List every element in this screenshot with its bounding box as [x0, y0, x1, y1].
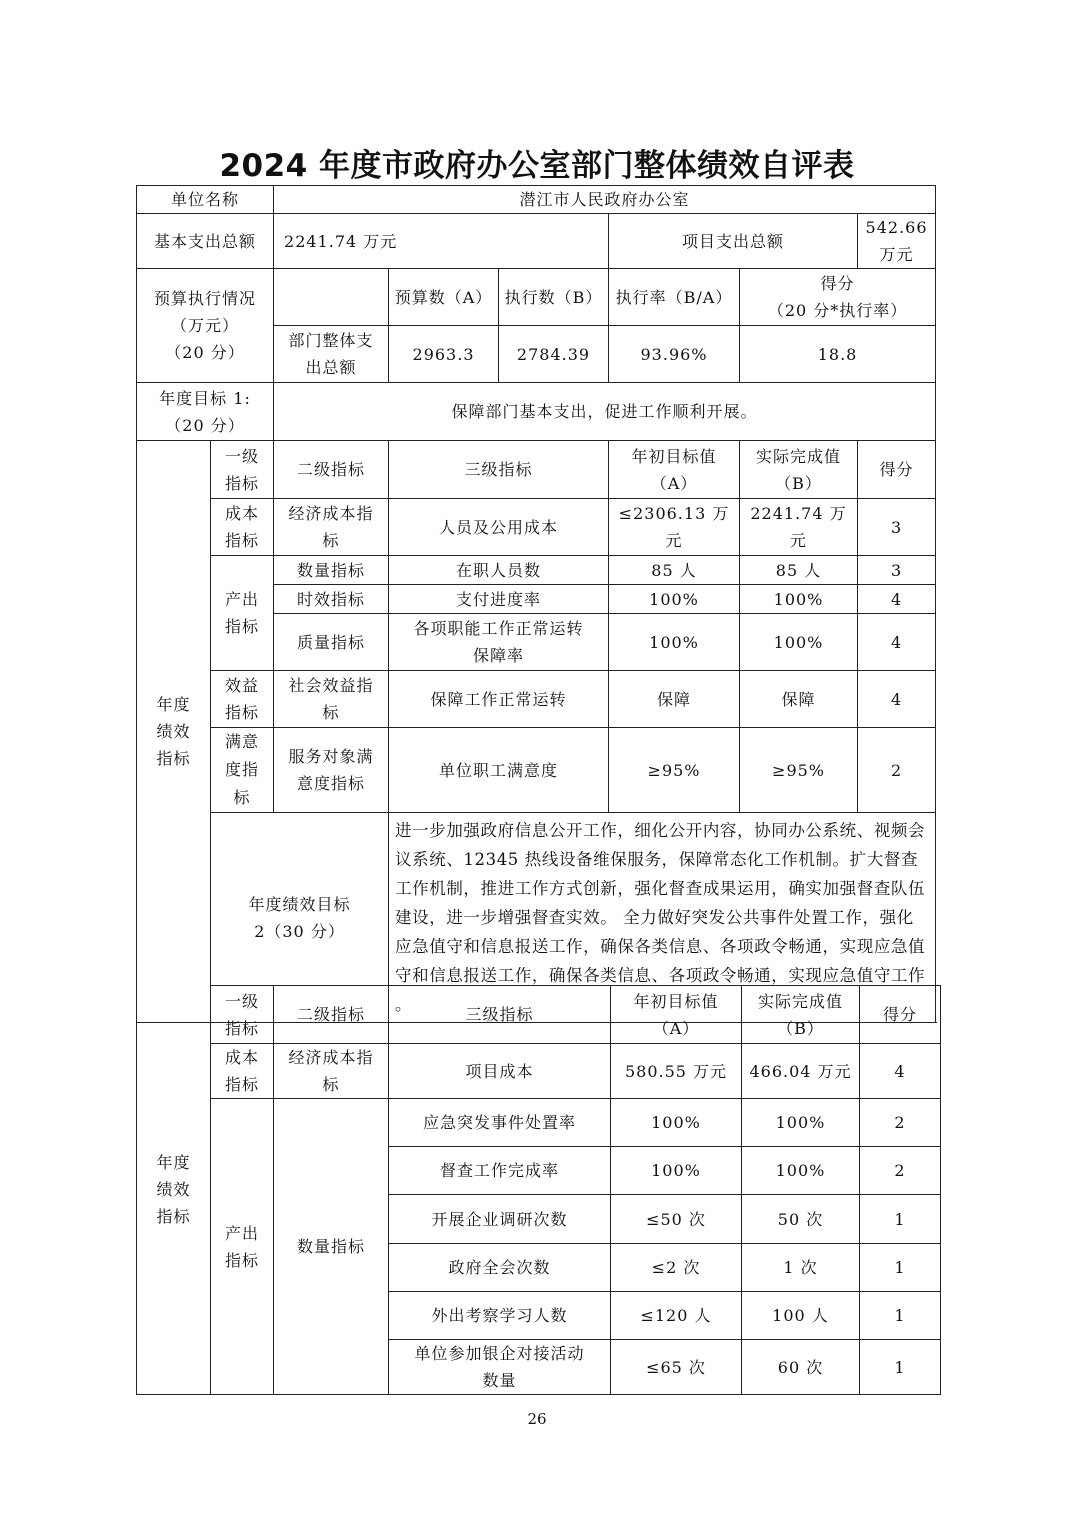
- self-evaluation-table-part1: [136, 185, 936, 1023]
- benefit-score: 4: [858, 671, 936, 728]
- benefit-level1: 效益 指标: [211, 671, 274, 728]
- cost-target: ≤2306.13 万 元: [609, 499, 740, 556]
- benefit-target: 保障: [609, 671, 740, 728]
- benefit-level2: 社会效益指 标: [274, 671, 389, 728]
- unit-name-label: 单位名称: [137, 186, 274, 214]
- header2-score: 得分: [860, 986, 941, 1044]
- budget-execution-label: 预算执行情况 （万元） （20 分）: [137, 269, 274, 383]
- indicator-side-label-2: 年度 绩效 指标: [137, 986, 211, 1395]
- output2-row-score: 1: [860, 1292, 941, 1340]
- budget-row-label: 部门整体支 出总额: [274, 326, 389, 383]
- output2-row-target: 100%: [611, 1147, 742, 1195]
- benefit-actual: 保障: [740, 671, 858, 728]
- goal2-text: 进一步加强政府信息公开工作，细化公开内容，协同办公系统、视频会议系统、12345 热线设备维保服务，保障常态化工作机制。扩大督查工作机制，推进工作方式创新，强化督查成果运用，确实加强督查队伍建设，进一步增强督查实效。 全力做好突发公共事件处置工作，强化应急值守和信息报送工作，确保各类信息、各项政令畅通，实现应急值守和信息报送工作，确保各类信息、各项政令畅通，实现应急值守工作 。: [389, 813, 936, 1023]
- rate-value: 93.96%: [609, 326, 740, 383]
- project-expense-value: 542.66 万元: [858, 214, 936, 269]
- goal1-label: 年度目标 1: （20 分）: [137, 383, 274, 441]
- budget-header-rate: 执行率（B/A）: [609, 269, 740, 326]
- output2-row-actual: 100%: [742, 1147, 860, 1195]
- header-actual: 实际完成值 （B）: [740, 441, 858, 499]
- timeliness-score: 4: [858, 585, 936, 614]
- quality-score: 4: [858, 614, 936, 671]
- output2-row-name: 政府全会次数: [389, 1244, 611, 1292]
- page-number: 26: [527, 1410, 547, 1428]
- output2-row-target: ≤120 人: [611, 1292, 742, 1340]
- output2-last-score: 1: [860, 1340, 941, 1395]
- satisfaction-target: ≥95%: [609, 728, 740, 813]
- output2-row-actual: 100 人: [742, 1292, 860, 1340]
- header2-level1: 一级 指标: [211, 986, 274, 1044]
- quantity-score: 3: [858, 556, 936, 585]
- cost-level1: 成本 指标: [211, 499, 274, 556]
- basic-expense-label: 基本支出总额: [137, 214, 274, 269]
- cost-score: 3: [858, 499, 936, 556]
- cost2-actual: 466.04 万元: [742, 1044, 860, 1099]
- cost2-level1: 成本 指标: [211, 1044, 274, 1099]
- budget-header-score: 得分 （20 分*执行率）: [740, 269, 936, 326]
- satisfaction-name: 单位职工满意度: [389, 728, 609, 813]
- self-evaluation-table-part2: [136, 985, 941, 1395]
- header2-level3: 三级指标: [389, 986, 611, 1044]
- header-level3: 三级指标: [389, 441, 609, 499]
- quantity-target: 85 人: [609, 556, 740, 585]
- header-level2: 二级指标: [274, 441, 389, 499]
- timeliness-actual: 100%: [740, 585, 858, 614]
- satisfaction-score: 2: [858, 728, 936, 813]
- goal2-label: 年度绩效目标 2（30 分）: [211, 813, 389, 1023]
- quality-name: 各项职能工作正常运转 保障率: [389, 614, 609, 671]
- output2-row-score: 1: [860, 1244, 941, 1292]
- output-level1: 产出 指标: [211, 556, 274, 671]
- cost2-level2: 经济成本指 标: [274, 1044, 389, 1099]
- timeliness-target: 100%: [609, 585, 740, 614]
- output2-last-name: 单位参加银企对接活动 数量: [389, 1340, 611, 1395]
- cost-level2: 经济成本指 标: [274, 499, 389, 556]
- timeliness-name: 支付进度率: [389, 585, 609, 614]
- output2-row-score: 2: [860, 1147, 941, 1195]
- budget-header-b: 执行数（B）: [499, 269, 609, 326]
- timeliness-level2: 时效指标: [274, 585, 389, 614]
- output2-level2: 数量指标: [274, 1099, 389, 1395]
- header2-level2: 二级指标: [274, 986, 389, 1044]
- cost2-score: 4: [860, 1044, 941, 1099]
- quality-actual: 100%: [740, 614, 858, 671]
- cost2-target: 580.55 万元: [611, 1044, 742, 1099]
- output2-row-target: ≤50 次: [611, 1195, 742, 1244]
- header-target: 年初目标值 （A）: [609, 441, 740, 499]
- quantity-name: 在职人员数: [389, 556, 609, 585]
- output2-row-name: 应急突发事件处置率: [389, 1099, 611, 1147]
- header-level1: 一级 指标: [211, 441, 274, 499]
- output2-row-name: 开展企业调研次数: [389, 1195, 611, 1244]
- output2-row-name: 督查工作完成率: [389, 1147, 611, 1195]
- output2-level1: 产出 指标: [211, 1099, 274, 1395]
- budget-score-value: 18.8: [740, 326, 936, 383]
- project-expense-label: 项目支出总额: [609, 214, 858, 269]
- output2-last-target: ≤65 次: [611, 1340, 742, 1395]
- benefit-name: 保障工作正常运转: [389, 671, 609, 728]
- budget-blank-header: [274, 269, 389, 326]
- quantity-level2: 数量指标: [274, 556, 389, 585]
- cost-name: 人员及公用成本: [389, 499, 609, 556]
- output2-row-actual: 1 次: [742, 1244, 860, 1292]
- quantity-actual: 85 人: [740, 556, 858, 585]
- satisfaction-actual: ≥95%: [740, 728, 858, 813]
- header2-actual: 实际完成值 （B）: [742, 986, 860, 1044]
- output2-row-score: 2: [860, 1099, 941, 1147]
- page-title: 2024 年度市政府办公室部门整体绩效自评表: [219, 148, 855, 184]
- output2-row-score: 1: [860, 1195, 941, 1244]
- header-score: 得分: [858, 441, 936, 499]
- output2-last-actual: 60 次: [742, 1340, 860, 1395]
- satisfaction-level1: 满意 度指 标: [211, 728, 274, 813]
- quality-target: 100%: [609, 614, 740, 671]
- quality-level2: 质量指标: [274, 614, 389, 671]
- unit-name-value: 潜江市人民政府办公室: [274, 186, 936, 214]
- budget-value: 2963.3: [389, 326, 499, 383]
- output2-row-target: ≤2 次: [611, 1244, 742, 1292]
- output2-row-actual: 100%: [742, 1099, 860, 1147]
- exec-value: 2784.39: [499, 326, 609, 383]
- budget-header-a: 预算数（A）: [389, 269, 499, 326]
- output2-row-target: 100%: [611, 1099, 742, 1147]
- satisfaction-level2: 服务对象满 意度指标: [274, 728, 389, 813]
- indicator-side-label: 年度 绩效 指标: [137, 441, 211, 1023]
- basic-expense-value: 2241.74 万元: [274, 214, 609, 269]
- cost-actual: 2241.74 万 元: [740, 499, 858, 556]
- output2-row-actual: 50 次: [742, 1195, 860, 1244]
- cost2-name: 项目成本: [389, 1044, 611, 1099]
- header2-target: 年初目标值 （A）: [611, 986, 742, 1044]
- output2-row-name: 外出考察学习人数: [389, 1292, 611, 1340]
- goal1-text: 保障部门基本支出，促进工作顺利开展。: [274, 383, 936, 441]
